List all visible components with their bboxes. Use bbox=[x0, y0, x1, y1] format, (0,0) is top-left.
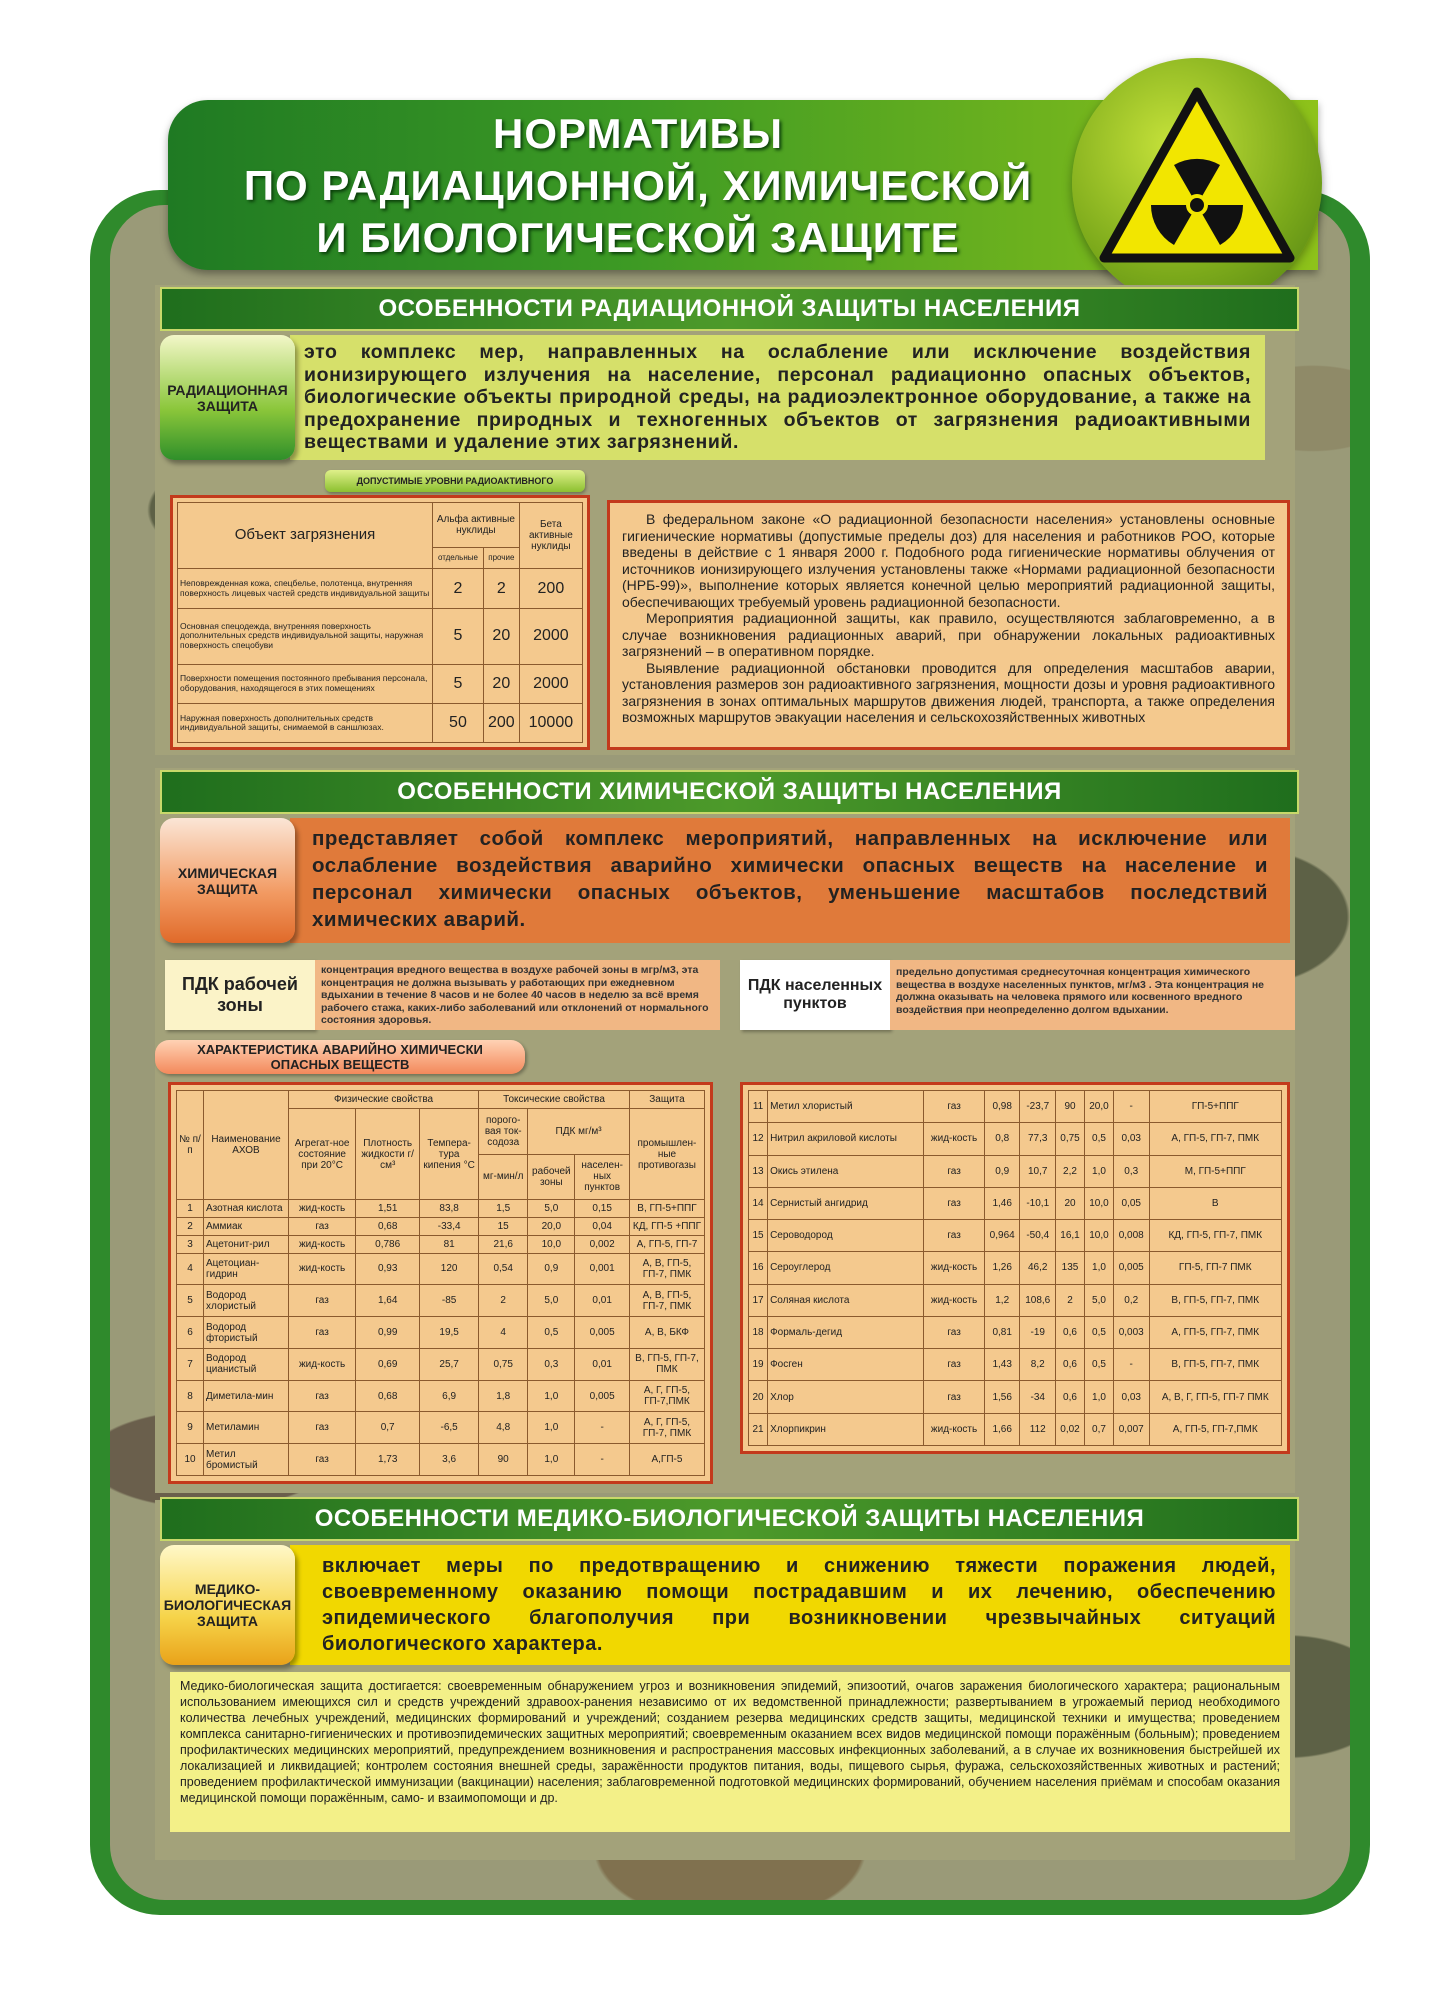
table-row: 17 Соляная кислота жид-кость 1,2 108,6 2 5,0 0,2 В, ГП-5, ГП-7, ПМК bbox=[749, 1284, 1282, 1316]
table-row: 13 Окись этилена газ 0,9 10,7 2,2 1,0 0,3 М, ГП-5+ППГ bbox=[749, 1155, 1282, 1187]
th-threshold: порого-вая ток-содоза bbox=[479, 1108, 528, 1154]
th-state: Агрегат-ное состояние при 20°С bbox=[289, 1108, 356, 1199]
contamination-levels-label: ДОПУСТИМЫЕ УРОВНИ РАДИОАКТИВНОГО bbox=[325, 470, 585, 492]
th-other: прочие bbox=[483, 548, 519, 569]
chemical-lead-text: представляет собой комплекс мероприятий, направленных на исключение или ослабление воздействия аварийно химически опасных веществ на население и персонал химически опасных объектов, уменьшение масштабов последствий химических аварий. bbox=[312, 827, 1268, 931]
hazard-badge bbox=[1072, 58, 1322, 308]
th-name: Наименование АХОВ bbox=[204, 1091, 289, 1200]
radiation-section-header: ОСОБЕННОСТИ РАДИАЦИОННОЙ ЗАЩИТЫ НАСЕЛЕНИЯ bbox=[160, 287, 1299, 331]
th-toxic: Токсические свойства bbox=[479, 1091, 630, 1109]
table-row: Наружная поверхность дополнительных средств индивидуальной защиты, снимаемой в саншлюзах. 50 200 10000 bbox=[178, 703, 583, 742]
title-line-2: ПО РАДИАЦИОННОЙ, ХИМИЧЕСКОЙ bbox=[243, 162, 1033, 209]
title-line-3: И БИОЛОГИЧЕСКОЙ ЗАЩИТЕ bbox=[316, 214, 960, 261]
pdk-pop-label: ПДК населенных пунктов bbox=[740, 960, 890, 1030]
table-row: 20 Хлор газ 1,56 -34 0,6 1,0 0,03 А, В, Г, ГП-5, ГП-7 ПМК bbox=[749, 1381, 1282, 1413]
table-row: 11 Метил хлористый газ 0,98 -23,7 90 20,0 - ГП-5+ППГ bbox=[749, 1091, 1282, 1123]
chemical-lead bbox=[290, 818, 1290, 943]
table-row: 8 Диметила-мин газ 0,68 6,9 1,8 1,0 0,005 А, Г, ГП-5, ГП-7,ПМК bbox=[177, 1380, 705, 1412]
table-row: Неповрежденная кожа, спецбелье, полотенца, внутренняя поверхность лицевых частей средств индивидуальной защиты 2 2 200 bbox=[178, 569, 583, 608]
page-title bbox=[168, 108, 1108, 264]
contamination-table-box bbox=[170, 495, 590, 750]
th-density: Плотность жидкости г/см³ bbox=[356, 1108, 420, 1199]
law-paragraph-2: Мероприятия радиационной защиты, как правило, осуществляются заблаговременно, а в случае возникновения радиационных аварий, при обнаружении локальных радиоактивных загрязнений – в оперативном порядке. bbox=[622, 610, 1275, 659]
hazardous-label-line-2: ОПАСНЫХ ВЕЩЕСТВ bbox=[270, 1057, 410, 1072]
th-beta: Бета активные нуклиды bbox=[519, 503, 582, 569]
th-pdk-work: рабочей зоны bbox=[528, 1154, 575, 1200]
law-paragraph-1: В федеральном законе «О радиационной безопасности населения» установлены основные гигиенические нормативы (допустимые пределы доз) для населения и работников РОО, которые введены в действие с 1 января 2000 г. Подобного рода гигиенические нормативы облучения от источников ионизирующего излучения установлены также «Нормами радиационной безопасности (НРБ-99)», выполнение которых является конечной целью мероприятий радиационной защиты, обеспечивающих требуемый уровень радиационной безопасности. bbox=[622, 511, 1275, 610]
table-row: 14 Сернистый ангидрид газ 1,46 -10,1 20 10,0 0,05 В bbox=[749, 1187, 1282, 1219]
chemical-section-header: ОСОБЕННОСТИ ХИМИЧЕСКОЙ ЗАЩИТЫ НАСЕЛЕНИЯ bbox=[160, 770, 1299, 814]
medical-body-text: Медико-биологическая защита достигается: своевременным обнаружением угроз и возникновения эпидемий, эпизоотий, очагов заражения биологического характера; рациональным использованием имеющихся сил и средств учреждений здравоох-ранения независимо от их ведомственной принадлежности; развертыванием в угрожаемый период необходимого количества лечебных учреждений, медицинских формирований и учреждений; созданием резерва медицинских средств защиты, медицинской техники и имущества; проведением комплекса санитарно-гигиенических и противоэпидемических защитных мероприятий; своевременным оказанием всех видов медицинской помощи поражённым (больным); проведением профилактических медицинских мероприятий, предупреждением возникновения и распространения массовых инфекционных заболеваний, а в случае их возникновения быстрейшей их локализацией и ликвидацией; контролем состояния внешней среды, заражённости продуктов питания, воды, пищевого сырья, фуража, сельскохозяйственных животных и растений; проведением профилактической иммунизации (вакцинации) населения; заблаговременной подготовкой медицинских формирований, обучением населения приёмам и способам оказания медицинской помощи поражённым, само- и взаимопомощи и др. bbox=[180, 1679, 1280, 1805]
th-boil: Темпера-тура кипения °С bbox=[420, 1108, 479, 1199]
table-row: 5 Водород хлористый газ 1,64 -85 2 5,0 0,01 А, В, ГП-5, ГП-7, ПМК bbox=[177, 1285, 705, 1317]
table-row: 2 Аммиак газ 0,68 -33,4 15 20,0 0,04 КД, ГП-5 +ППГ bbox=[177, 1218, 705, 1236]
table-row: 18 Формаль-дегид газ 0,81 -19 0,6 0,5 0,003 А, ГП-5, ГП-7, ПМК bbox=[749, 1316, 1282, 1348]
table-row: Поверхности помещения постоянного пребывания персонала, оборудования, находящегося в этих помещениях 5 20 2000 bbox=[178, 664, 583, 703]
pdk-work-label: ПДК рабочей зоны bbox=[165, 960, 315, 1030]
radiation-hazard-icon bbox=[1094, 80, 1300, 286]
th-prot-sub: промышлен-ные противогазы bbox=[629, 1108, 704, 1199]
chemical-tag: ХИМИЧЕСКАЯ ЗАЩИТА bbox=[160, 818, 295, 943]
th-pdk-pop: населен-ных пунктов bbox=[575, 1154, 630, 1200]
medical-section-header: ОСОБЕННОСТИ МЕДИКО-БИОЛОГИЧЕСКОЙ ЗАЩИТЫ НАСЕЛЕНИЯ bbox=[160, 1497, 1299, 1541]
law-paragraph-3: Выявление радиационной обстановки проводится для определения масштабов аварии, установления размеров зон радиоактивного загрязнения, мощности дозы и уровня радиоактивного загрязнения в зонах оптимальных маршрутов движения людей, транспорта, а также определения возможных маршрутов эвакуации населения и сельскохозяйственных животных bbox=[622, 659, 1275, 725]
hazardous-label-line-1: ХАРАКТЕРИСТИКА АВАРИЙНО ХИМИЧЕСКИ bbox=[197, 1042, 483, 1057]
medical-body-box bbox=[170, 1672, 1290, 1832]
hazardous-substances-label bbox=[155, 1040, 525, 1074]
ahov-table-right bbox=[748, 1090, 1282, 1446]
pdk-pop-text: предельно допустимая среднесуточная концентрация химического вещества в воздухе населенных пунктов, мг/м3 . Эта концентрация не должна оказывать на человека прямого или косвенного вредного воздействия при неопределенно долгом вдыхании. bbox=[890, 960, 1295, 1030]
title-line-1: НОРМАТИВЫ bbox=[493, 110, 783, 157]
th-separate: отдельные bbox=[433, 548, 484, 569]
medical-lead-text: включает меры по предотвращению и снижению тяжести поражения людей, своевременному оказанию помощи пострадавшим и их лечению, обеспечению эпидемического благополучия при возникновении чрезвычайных ситуаций биологического характера. bbox=[322, 1555, 1276, 1655]
ahov-table-right-box bbox=[740, 1082, 1290, 1454]
table-row: Основная спецодежда, внутренняя поверхность дополнительных средств индивидуальной защиты, наружная поверхность спецобуви 5 20 2000 bbox=[178, 608, 583, 664]
th-physical: Физические свойства bbox=[289, 1091, 479, 1109]
table-row: 6 Водород фтористый газ 0,99 19,5 4 0,5 0,005 А, В, БКФ bbox=[177, 1317, 705, 1349]
radiation-tag: РАДИАЦИОННАЯ ЗАЩИТА bbox=[160, 335, 295, 460]
th-object: Объект загрязнения bbox=[178, 503, 433, 569]
th-protection: Защита bbox=[629, 1091, 704, 1109]
radiation-lead bbox=[290, 335, 1265, 460]
table-row: 21 Хлорпикрин жид-кость 1,66 112 0,02 0,7 0,007 А, ГП-5, ГП-7,ПМК bbox=[749, 1413, 1282, 1445]
pdk-work-text: концентрация вредного вещества в воздухе рабочей зоны в мгр/м3, эта концентрация не должна вызывать у работающих при ежедневном вдыхании в течение 8 часов и не более 40 часов в неделю за всё время рабочего стажа, каких-либо заболеваний или отклонений от нормального состояния здоровья. bbox=[315, 960, 720, 1030]
table-row: 12 Нитрил акриловой кислоты жид-кость 0,8 77,3 0,75 0,5 0,03 А, ГП-5, ГП-7, ПМК bbox=[749, 1123, 1282, 1155]
ahov-table-left bbox=[176, 1090, 705, 1476]
th-num: № п/п bbox=[177, 1091, 204, 1200]
table-row: 19 Фосген газ 1,43 8,2 0,6 0,5 - В, ГП-5, ГП-7, ПМК bbox=[749, 1349, 1282, 1381]
table-row: 15 Сероводород газ 0,964 -50,4 16,1 10,0 0,008 КД, ГП-5, ГП-7, ПМК bbox=[749, 1220, 1282, 1252]
ahov-table-left-box bbox=[168, 1082, 713, 1484]
radiation-lead-text: это комплекс мер, направленных на ослабление или исключение воздействия ионизирующего излучения на население, персонал радиационно опасных объектов, биологические объекты природной среды, на радиоэлектронное оборудование, а также на предохранение природных и техногенных объектов от загрязнения радиоактивными веществами и удаление этих загрязнений. bbox=[304, 341, 1251, 453]
table-row: 4 Ацетоциан-гидрин жид-кость 0,93 120 0,54 0,9 0,001 А, В, ГП-5, ГП-7, ПМК bbox=[177, 1253, 705, 1285]
table-row: 16 Сероуглерод жид-кость 1,26 46,2 135 1,0 0,005 ГП-5, ГП-7 ПМК bbox=[749, 1252, 1282, 1284]
table-row: 1 Азотная кислота жид-кость 1,51 83,8 1,5 5,0 0,15 В, ГП-5+ППГ bbox=[177, 1200, 705, 1218]
medical-lead bbox=[290, 1545, 1290, 1665]
th-pdk: ПДК мг/м³ bbox=[528, 1108, 630, 1154]
th-alpha: Альфа активные нуклиды bbox=[433, 503, 520, 548]
radiation-law-box bbox=[607, 500, 1290, 750]
table-row: 9 Метиламин газ 0,7 -6,5 4,8 1,0 - А, Г, ГП-5, ГП-7, ПМК bbox=[177, 1412, 705, 1444]
th-unit: мг-мин/л bbox=[479, 1154, 528, 1200]
table-row: 10 Метил бромистый газ 1,73 3,6 90 1,0 - А,ГП-5 bbox=[177, 1444, 705, 1476]
table-row: 7 Водород цианистый жид-кость 0,69 25,7 0,75 0,3 0,01 В, ГП-5, ГП-7, ПМК bbox=[177, 1348, 705, 1380]
medical-tag: МЕДИКО-БИОЛОГИЧЕСКАЯ ЗАЩИТА bbox=[160, 1545, 295, 1665]
contamination-table bbox=[177, 502, 583, 743]
table-row: 3 Ацетонит-рил жид-кость 0,786 81 21,6 10,0 0,002 А, ГП-5, ГП-7 bbox=[177, 1235, 705, 1253]
